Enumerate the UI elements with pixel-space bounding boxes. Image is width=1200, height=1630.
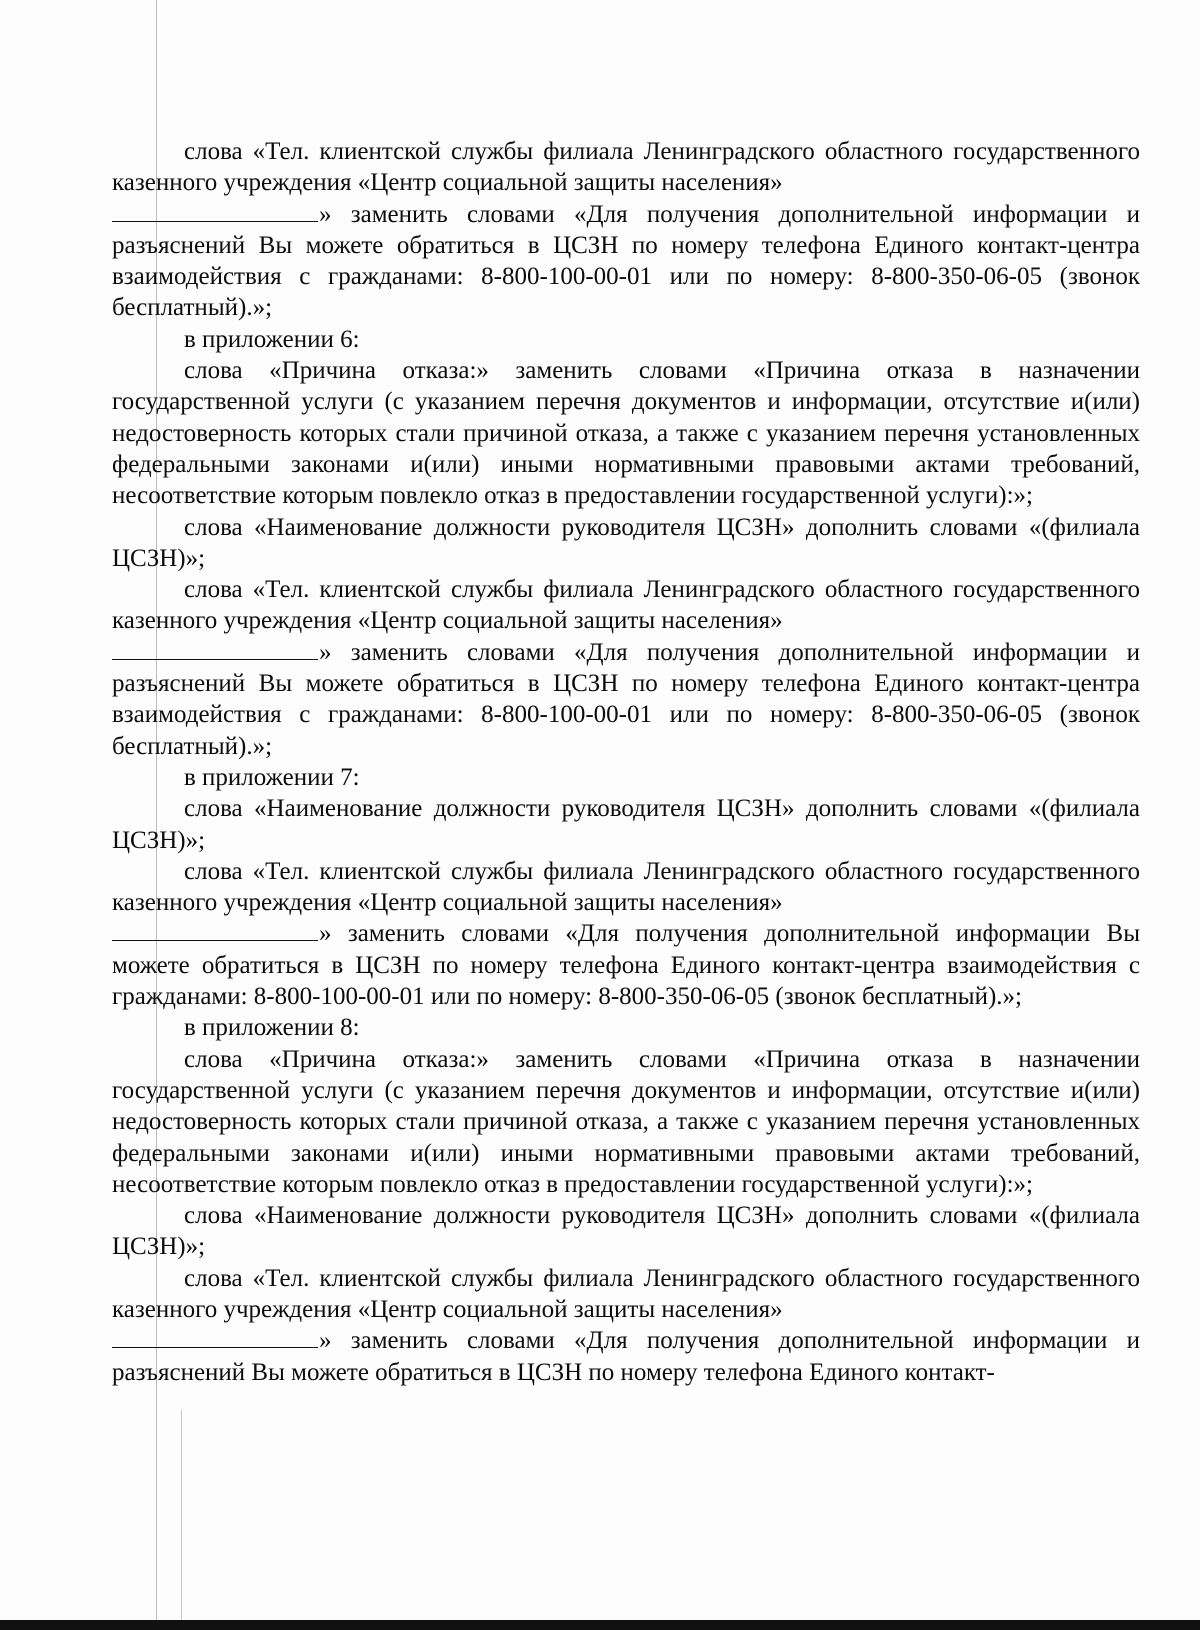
paragraph-text: » заменить словами «Для получения дополнительной информации и разъяснений Вы можете обратиться в ЦСЗН по номеру телефона Единого контакт- — [112, 1327, 1140, 1386]
paragraph — [112, 136, 1140, 199]
paragraph-text: слова «Тел. клиентской службы филиала Ленинградского областного государственного казенного учреждения «Центр социальной защиты населения» — [112, 138, 1140, 197]
blank-fill-line — [112, 641, 318, 660]
paragraph — [112, 1012, 1140, 1043]
paragraph — [112, 512, 1140, 575]
paragraph-text: слова «Наименование должности руководителя ЦСЗН» дополнить словами «(филиала ЦСЗН)»; — [112, 513, 1140, 572]
paragraph — [112, 1200, 1140, 1263]
paragraph-text: » заменить словами «Для получения дополнительной информации Вы можете обратиться в ЦСЗН по номеру телефона Единого контакт-центра взаимодействия с гражданами: 8-800-100-00-01 или по номеру: 8-800-350-06-05 (звонок бесплатный).»; — [112, 920, 1140, 1011]
blank-fill-line — [112, 203, 318, 222]
scan-bottom-edge — [0, 1620, 1200, 1630]
blank-fill-line — [112, 922, 318, 941]
paragraph — [112, 1325, 1140, 1388]
paragraph-text: слова «Тел. клиентской службы филиала Ленинградского областного государственного казенного учреждения «Центр социальной защиты населения» — [112, 1264, 1140, 1323]
paragraph — [112, 637, 1140, 762]
scan-artifact-line — [181, 1410, 182, 1630]
paragraph — [112, 355, 1140, 511]
paragraph — [112, 199, 1140, 324]
paragraph — [112, 1263, 1140, 1326]
paragraph — [112, 793, 1140, 856]
blank-fill-line — [112, 1329, 318, 1348]
paragraph-text: слова «Причина отказа:» заменить словами «Причина отказа в назначении государственной услуги (с указанием перечня документов и информации, отсутствие и(или) недостоверность которых стали причиной отказа, а также с указанием перечня установленных федеральными законами и(или) иными нормативными правовыми актами требований, несоответствие которым повлекло отказ в предоставлении государственной услуги):»; — [112, 357, 1140, 510]
paragraph-text: в приложении 7: — [184, 763, 360, 791]
paragraph-text: слова «Наименование должности руководителя ЦСЗН» дополнить словами «(филиала ЦСЗН)»; — [112, 1202, 1140, 1261]
paragraph — [112, 574, 1140, 637]
paragraph — [112, 324, 1140, 355]
paragraph — [112, 762, 1140, 793]
paragraph-text: слова «Тел. клиентской службы филиала Ленинградского областного государственного казенного учреждения «Центр социальной защиты населения» — [112, 857, 1140, 917]
paragraph-text: в приложении 6: — [184, 325, 360, 353]
paragraph-text: в приложении 8: — [184, 1014, 360, 1042]
paragraph — [112, 918, 1140, 1012]
paragraph — [112, 1044, 1140, 1200]
paragraph-text: слова «Наименование должности руководителя ЦСЗН» дополнить словами «(филиала ЦСЗН)»; — [112, 795, 1140, 854]
document-body — [112, 136, 1140, 1388]
paragraph-text: слова «Причина отказа:» заменить словами «Причина отказа в назначении государственной услуги (с указанием перечня документов и информации, отсутствие и(или) недостоверность которых стали причиной отказа, а также с указанием перечня установленных федеральными законами и(или) иными нормативными правовыми актами требований, несоответствие которым повлекло отказ в предоставлении государственной услуги):»; — [112, 1045, 1140, 1198]
paragraph — [112, 856, 1140, 919]
paragraph-text: » заменить словами «Для получения дополнительной информации и разъяснений Вы можете обратиться в ЦСЗН по номеру телефона Единого контакт-центра взаимодействия с гражданами: 8-800-100-00-01 или по номеру: 8-800-350-06-05 (звонок бесплатный).»; — [112, 200, 1140, 322]
paragraph-text: слова «Тел. клиентской службы филиала Ленинградского областного государственного казенного учреждения «Центр социальной защиты населения» — [112, 576, 1140, 635]
paragraph-text: » заменить словами «Для получения дополнительной информации и разъяснений Вы можете обратиться в ЦСЗН по номеру телефона Единого контакт-центра взаимодействия с гражданами: 8-800-100-00-01 или по номеру: 8-800-350-06-05 (звонок бесплатный).»; — [112, 638, 1140, 760]
